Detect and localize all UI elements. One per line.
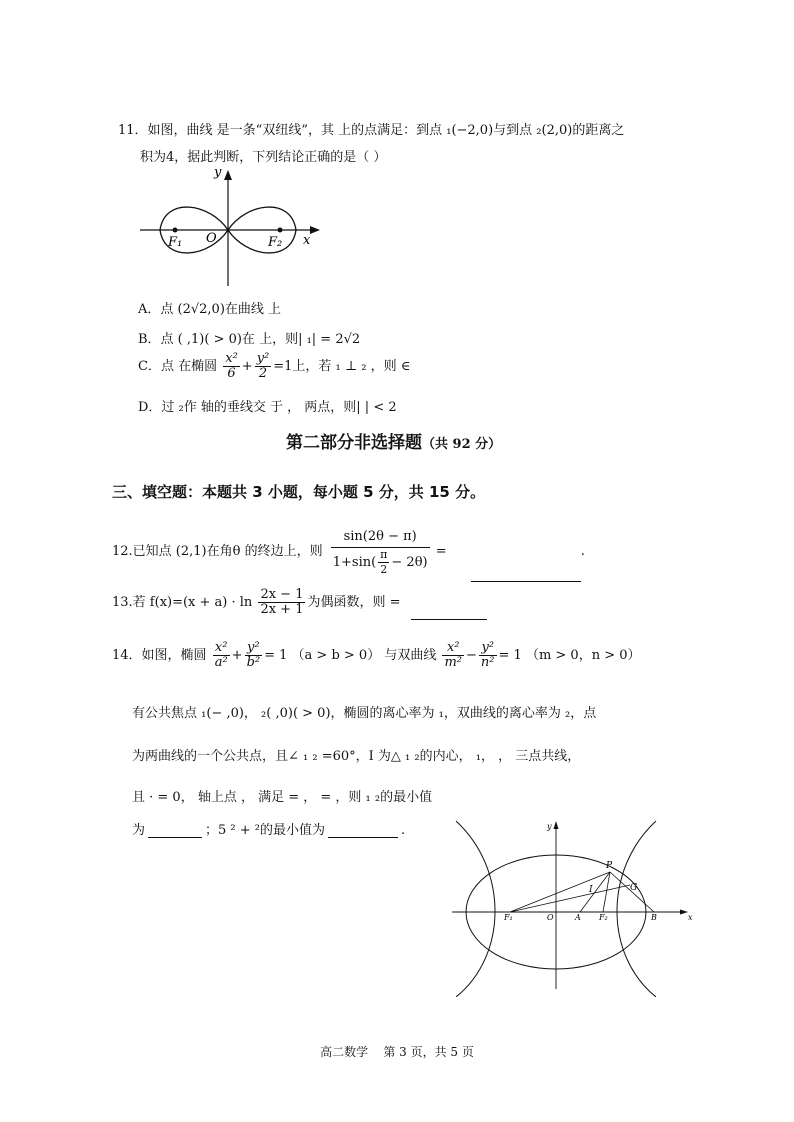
q13-fraction: $\frac{2x - 1}{2x + 1}$ <box>260 587 304 617</box>
q13 <box>112 586 487 620</box>
x-axis-arrow <box>310 226 320 234</box>
q11-option-c-post: =1上，若 ₁ ⊥ ₂ ，则 ∈ <box>273 359 411 374</box>
y-axis-arrow <box>554 821 559 829</box>
lemniscate-figure <box>140 168 330 290</box>
point-o-label: O <box>547 913 554 922</box>
segment-f1-g <box>510 885 630 912</box>
q13-pre: 13.若 f(x)=(x + a) · ln <box>112 595 253 610</box>
q14-line2: 有公共焦点 ₁(− ,0)， ₂( ,0)( > 0)，椭圆的离心率为 ₁，双曲线的离心率为 ₂，点 <box>132 706 597 721</box>
q12-equals: = <box>435 544 447 559</box>
x-label: x <box>688 913 693 922</box>
q14-line3: 为两曲线的一个公共点，且∠ ₁ ₂ =60°，I 为△ ₁ ₂的内心， ₁， ， 三点共线， <box>132 749 581 764</box>
q12-pre: 12.已知点 (2,1)在角θ 的终边上，则 <box>112 544 323 559</box>
q11-option-b: B．点 ( ,1)( > 0)在 上，则| ₁| = 2√2 <box>138 332 361 347</box>
part2-heading <box>286 428 501 453</box>
q11-line2: 积为4，据此判断，下列结论正确的是（ ） <box>140 150 387 165</box>
hyperbola-left-branch <box>456 821 495 997</box>
q13-answer-blank[interactable] <box>411 605 487 620</box>
segment-p-f2 <box>603 872 610 912</box>
page-footer: 高二数学 第 3 页，共 5 页 <box>320 1045 474 1059</box>
q12-answer-blank[interactable] <box>471 567 581 582</box>
q12-numerator: sin(2θ − π) <box>331 527 430 548</box>
point-p-label: P <box>606 861 613 871</box>
y-label: y <box>214 168 222 180</box>
f1-point <box>173 228 178 233</box>
q11-option-c: C．点 在椭圆 $\frac{\text{x²}}{6}$ + $\frac{\text{y²}}{2}$ =1上，若 ₁ ⊥ ₂ ，则 ∈ <box>138 351 411 381</box>
q14-line4: 且 · = 0， 轴上点 ， 满足 = ， = ，则 ₁ ₂的最小值 <box>132 790 433 805</box>
point-f2-label: F₂ <box>599 913 608 922</box>
q11-option-a: A．点 (2√2,0)在曲线 上 <box>138 302 282 317</box>
q14-answer-blank-2[interactable] <box>328 823 398 838</box>
y-axis-arrow <box>224 170 232 180</box>
f1-label: F₁ <box>168 235 183 250</box>
q14-answer-blank-1[interactable] <box>148 823 202 838</box>
fraction-x2-6: $\frac{\text{x²}}{6}$ <box>225 351 238 381</box>
x-label: x <box>303 233 311 248</box>
y-label: y <box>547 822 552 831</box>
x-axis-arrow <box>680 910 688 915</box>
point-b-label: B <box>651 913 657 922</box>
point-f1-label: F₁ <box>504 913 513 922</box>
q11-option-d: D．过 ₂作 轴的垂线交 于 ， 两点，则| | < 2 <box>138 400 397 415</box>
q12-denominator: 1+sin( $\frac{\pi}{2}$ − 2θ) <box>332 547 428 576</box>
fraction-y2-2: $\frac{\text{y²}}{2}$ <box>256 351 270 381</box>
q11-line1: 11．如图，曲线 是一条“双纽线”，其 上的点满足：到点 ₁(−2,0)与到点 ₂(2,0)的距离之 <box>118 123 625 138</box>
section3-heading: 三、填空题：本题共 3 小题，每小题 5 分，共 15 分。 <box>112 483 486 501</box>
f2-point <box>278 228 283 233</box>
q13-post: 为偶函数，则 = <box>307 595 401 610</box>
q12: 12.已知点 (2,1)在角θ 的终边上，则 sin(2θ − π) 1+sin( $\frac{\pi}{2}$ − 2θ) = . <box>112 522 585 582</box>
part2-title: 第二部分非选择题 <box>286 433 422 453</box>
q11-option-c-pre: C．点 在椭圆 <box>138 359 218 374</box>
q12-fraction <box>331 527 430 577</box>
f2-label: F₂ <box>268 235 283 250</box>
o-label: O <box>206 231 217 246</box>
q14-line5: 为 ；5 ² + ²的最小值为 . <box>132 823 406 838</box>
point-g-label: G <box>630 883 638 893</box>
point-a-label: A <box>575 913 581 922</box>
point-i-label: I <box>589 885 593 895</box>
ellipse-hyperbola-figure <box>448 817 698 997</box>
q14-line1: 14．如图，椭圆 $\frac{\text{x²}}{\text{a²}}$ + $\frac{\text{y²}}{\text{b²}}$ = 1 （a > b > 0） 与双曲线 $\frac{\text{x²}}{\text{m²}}$ − $\frac{\text{y²}}{\text{n²}}$ = 1 （m > 0，n > 0） <box>112 640 641 670</box>
part2-note: （共 92 分） <box>422 437 502 452</box>
